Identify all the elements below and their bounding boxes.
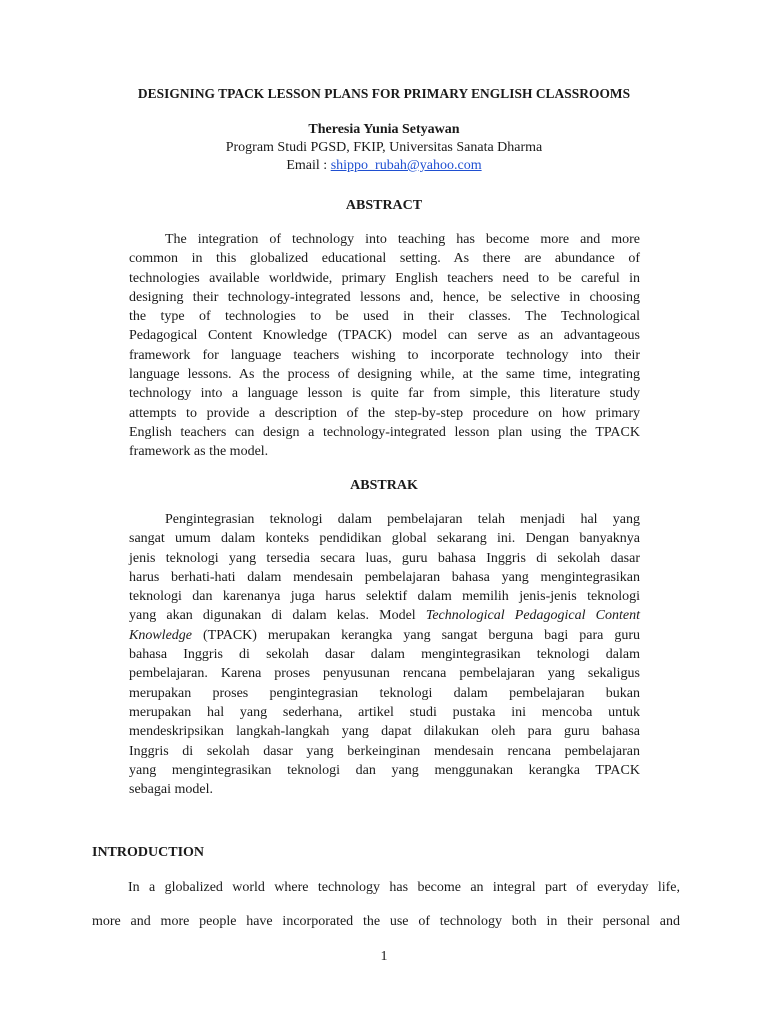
author-email-line bbox=[0, 158, 768, 174]
abstrak-line: yang mengintegrasikan teknologi dan yang menggunakan kerangka TPACK bbox=[129, 762, 640, 778]
introduction-line: In a globalized world where technology has become an integral part of everyday life, bbox=[128, 880, 680, 895]
abstract-line: framework for language teachers wishing to incorporate technology into their bbox=[129, 347, 640, 363]
abstrak-line: Pengintegrasian teknologi dalam pembelajaran telah menjadi hal yang bbox=[165, 512, 640, 527]
abstrak-line: mendeskripsikan langkah-langkah yang dapat dilakukan oleh para guru bahasa bbox=[129, 724, 640, 740]
abstrak-line: merupakan proses pengintegrasian teknologi dalam pembelajaran bukan bbox=[129, 685, 640, 701]
abstrak-italic-model: Technological Pedagogical Content bbox=[425, 608, 641, 624]
abstract-line: English teachers can design a technology-integrated lesson plan using the TPACK bbox=[129, 424, 640, 440]
abstract-line: attempts to provide a description of the step-by-step procedure on how primary bbox=[129, 405, 640, 421]
abstrak-line: sebagai model. bbox=[129, 782, 213, 798]
abstrak-line: pembelajaran. Karena proses penyusunan rencana pembelajaran yang sekaligus bbox=[129, 666, 640, 682]
abstrak-italic-knowledge: Knowledge bbox=[129, 627, 192, 643]
author-affiliation: Program Studi PGSD, FKIP, Universitas Sanata Dharma bbox=[225, 140, 543, 155]
abstract-line: technology into a language lesson is quite far from simple, this literature study bbox=[129, 386, 640, 402]
abstrak-line-text: (TPACK) merupakan kerangka yang sangat berguna bagi para guru bbox=[192, 627, 640, 643]
abstract-heading: ABSTRACT bbox=[345, 198, 423, 213]
abstract-line: language lessons. As the process of designing while, at the same time, integrating bbox=[129, 367, 640, 383]
abstract-line: designing their technology-integrated lessons and, hence, be selective in choosing bbox=[129, 289, 640, 305]
author-name: Theresia Yunia Setyawan bbox=[308, 122, 460, 137]
abstrak-line bbox=[129, 606, 640, 625]
page-number: 1 bbox=[380, 949, 388, 964]
abstrak-line: merupakan hal yang sederhana, artikel studi pustaka ini mencoba untuk bbox=[129, 704, 640, 720]
abstract-line: The integration of technology into teaching has become more and more bbox=[165, 232, 640, 247]
abstrak-line-text: yang akan digunakan di dalam kelas. Model bbox=[129, 608, 426, 624]
introduction-heading: INTRODUCTION bbox=[92, 845, 205, 860]
email-label: Email : bbox=[286, 158, 331, 173]
abstract-line: framework as the model. bbox=[129, 444, 269, 460]
abstrak-line bbox=[129, 626, 640, 645]
abstrak-line: teknologi dan karenanya juga harus selektif dalam memilih jenis-jenis teknologi bbox=[129, 589, 640, 605]
abstract-line: Pedagogical Content Knowledge (TPACK) model can serve as an advantageous bbox=[129, 328, 640, 344]
introduction-line: more and more people have incorporated the use of technology both in their personal and bbox=[92, 914, 680, 929]
abstrak-heading: ABSTRAK bbox=[350, 478, 418, 493]
abstrak-line: jenis teknologi yang tersedia secara luas, guru bahasa Inggris di sekolah dasar bbox=[129, 550, 640, 566]
abstract-line: the type of technologies to be used in their classes. The Technological bbox=[129, 309, 640, 325]
abstrak-line: bahasa Inggris di sekolah dasar dalam mengintegrasikan teknologi dalam bbox=[129, 647, 640, 663]
abstrak-line: harus berhati-hati dalam mendesain pembelajaran bahasa yang mengintegrasikan bbox=[129, 569, 640, 585]
abstrak-line: sangat umum dalam konteks pendidikan global sekarang ini. Dengan banyaknya bbox=[129, 531, 640, 547]
introduction-body bbox=[92, 880, 680, 934]
email-link[interactable]: shippo_rubah@yahoo.com bbox=[330, 158, 482, 173]
abstrak-line: Inggris di sekolah dasar yang berkeinginan mendesain rencana pembelajaran bbox=[129, 743, 640, 759]
abstract-body bbox=[129, 230, 640, 462]
abstract-line: common in this globalized educational setting. As there are abundance of bbox=[129, 251, 640, 267]
paper-title: DESIGNING TPACK LESSON PLANS FOR PRIMARY ENGLISH CLASSROOMS bbox=[137, 86, 631, 101]
abstract-line: technologies available worldwide, primary English teachers need to be careful in bbox=[129, 270, 640, 286]
abstrak-body bbox=[129, 510, 640, 799]
